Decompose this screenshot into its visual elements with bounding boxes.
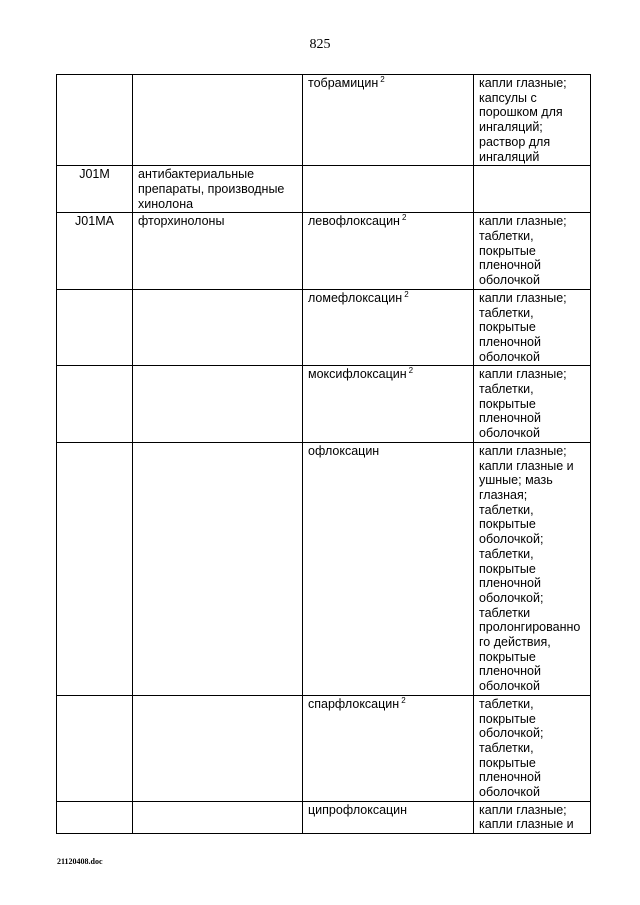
drug-name-cell bbox=[303, 75, 474, 166]
dosage-form-line: покрытые bbox=[479, 561, 536, 576]
dosage-form-line: покрытые bbox=[479, 243, 536, 258]
anatomical-group-cell bbox=[133, 213, 303, 290]
dosage-form-line: таблетки, bbox=[479, 305, 534, 320]
drug-name-cell bbox=[303, 213, 474, 290]
dosage-form-line: ушные; мазь bbox=[479, 473, 553, 488]
dosage-form-cell bbox=[474, 166, 591, 213]
atc-code-cell bbox=[57, 289, 133, 366]
drug-name: офлоксацин bbox=[308, 443, 380, 458]
dosage-form-line: пленочной bbox=[479, 576, 541, 591]
dosage-form-line: таблетки bbox=[479, 605, 531, 620]
group-line: фторхинолоны bbox=[138, 214, 225, 229]
drug-name-cell bbox=[303, 801, 474, 833]
dosage-form-line: капли глазные; bbox=[479, 802, 567, 817]
dosage-form-cell bbox=[474, 213, 591, 290]
atc-code-cell bbox=[57, 695, 133, 801]
dosage-form-line: оболочкой bbox=[479, 679, 540, 694]
table-row bbox=[57, 75, 591, 166]
footnote-marker: 2 bbox=[401, 213, 407, 223]
atc-code-cell bbox=[57, 366, 133, 443]
footnote-marker: 2 bbox=[408, 366, 414, 376]
dosage-form-line: покрытые bbox=[479, 396, 536, 411]
drug-name-cell bbox=[303, 695, 474, 801]
table-row bbox=[57, 166, 591, 213]
dosage-form-line: раствор для bbox=[479, 134, 551, 149]
dosage-form-line: оболочкой bbox=[479, 785, 540, 800]
drug-name: левофлоксацин bbox=[308, 214, 400, 229]
dosage-form-line: капли глазные и bbox=[479, 458, 574, 473]
dosage-form-line: оболочкой bbox=[479, 426, 540, 441]
dosage-form-line: пленочной bbox=[479, 770, 541, 785]
drug-name: спарфлоксацин bbox=[308, 696, 400, 711]
document-id: 21120408.doc bbox=[57, 857, 103, 866]
dosage-form-line: пленочной bbox=[479, 411, 541, 426]
dosage-form-line: капли глазные; bbox=[479, 214, 567, 229]
dosage-form-cell bbox=[474, 289, 591, 366]
table-row bbox=[57, 801, 591, 833]
dosage-form-line: капли глазные; bbox=[479, 367, 567, 382]
anatomical-group-cell bbox=[133, 75, 303, 166]
dosage-form-line: глазная; bbox=[479, 487, 528, 502]
dosage-form-line: оболочкой; bbox=[479, 532, 544, 547]
table-row bbox=[57, 289, 591, 366]
dosage-form-line: покрытые bbox=[479, 711, 536, 726]
footnote-marker: 2 bbox=[380, 75, 385, 84]
table-body bbox=[57, 75, 591, 834]
drug-name-cell bbox=[303, 289, 474, 366]
footnote-marker: 2 bbox=[404, 289, 409, 299]
dosage-form-line: покрытые bbox=[479, 320, 536, 335]
anatomical-group-cell bbox=[133, 366, 303, 443]
dosage-form-line: таблетки, bbox=[479, 502, 534, 517]
table-row bbox=[57, 366, 591, 443]
table-row bbox=[57, 213, 591, 290]
dosage-form-cell bbox=[474, 695, 591, 801]
dosage-form-line: го действия, bbox=[479, 635, 551, 650]
drug-name: моксифлоксацин bbox=[308, 367, 407, 382]
atc-code-cell: J01MA bbox=[57, 213, 133, 290]
dosage-form-line: покрытые bbox=[479, 517, 536, 532]
dosage-form-line: капли глазные; bbox=[479, 290, 567, 305]
dosage-form-line: порошком для bbox=[479, 105, 563, 120]
atc-code-cell bbox=[57, 801, 133, 833]
dosage-form-line: оболочкой bbox=[479, 349, 540, 364]
dosage-form-cell bbox=[474, 442, 591, 695]
dosage-form-line: таблетки, bbox=[479, 229, 534, 244]
dosage-form-line: таблетки, bbox=[479, 546, 534, 561]
table-row bbox=[57, 695, 591, 801]
drug-name: ципрофлоксацин bbox=[308, 802, 408, 817]
dosage-form-line: капли глазные; bbox=[479, 76, 567, 90]
drug-name-cell bbox=[303, 442, 474, 695]
anatomical-group-cell bbox=[133, 289, 303, 366]
anatomical-group-cell bbox=[133, 801, 303, 833]
dosage-form-line: покрытые bbox=[479, 649, 536, 664]
drug-name: тобрамицин bbox=[308, 76, 379, 90]
dosage-form-line: пролонгированно bbox=[479, 620, 581, 635]
dosage-form-line: пленочной bbox=[479, 334, 541, 349]
dosage-form-line: капли глазные; bbox=[479, 443, 567, 458]
atc-code-cell bbox=[57, 442, 133, 695]
table-row bbox=[57, 442, 591, 695]
dosage-form-line: оболочкой; bbox=[479, 726, 544, 741]
dosage-form-line: таблетки, bbox=[479, 382, 534, 397]
dosage-form-line: капли глазные и bbox=[479, 817, 574, 832]
dosage-form-line: оболочкой bbox=[479, 273, 540, 288]
dosage-form-cell bbox=[474, 366, 591, 443]
dosage-form-line: капсулы с bbox=[479, 90, 537, 105]
anatomical-group-cell bbox=[133, 695, 303, 801]
dosage-form-line: пленочной bbox=[479, 258, 541, 273]
dosage-form-cell bbox=[474, 801, 591, 833]
dosage-form-line: пленочной bbox=[479, 664, 541, 679]
group-line: хинолона bbox=[138, 196, 194, 211]
dosage-form-cell bbox=[474, 75, 591, 166]
drug-table bbox=[56, 74, 591, 834]
dosage-form-line: таблетки, bbox=[479, 696, 534, 711]
anatomical-group-cell bbox=[133, 166, 303, 213]
footnote-marker: 2 bbox=[401, 695, 406, 705]
anatomical-group-cell bbox=[133, 442, 303, 695]
group-line: препараты, производные bbox=[138, 181, 285, 196]
dosage-form-line: ингаляций; bbox=[479, 120, 543, 135]
dosage-form-line: таблетки, bbox=[479, 740, 534, 755]
group-line: антибактериальные bbox=[138, 167, 255, 182]
dosage-form-line: оболочкой; bbox=[479, 590, 544, 605]
atc-code-cell: J01M bbox=[57, 166, 133, 213]
drug-name-cell bbox=[303, 366, 474, 443]
dosage-form-line: покрытые bbox=[479, 755, 536, 770]
drug-name: ломефлоксацин bbox=[308, 290, 403, 305]
drug-name-cell bbox=[303, 166, 474, 213]
page-number: 825 bbox=[309, 37, 331, 52]
dosage-form-line: ингаляций bbox=[479, 149, 540, 164]
atc-code-cell bbox=[57, 75, 133, 166]
